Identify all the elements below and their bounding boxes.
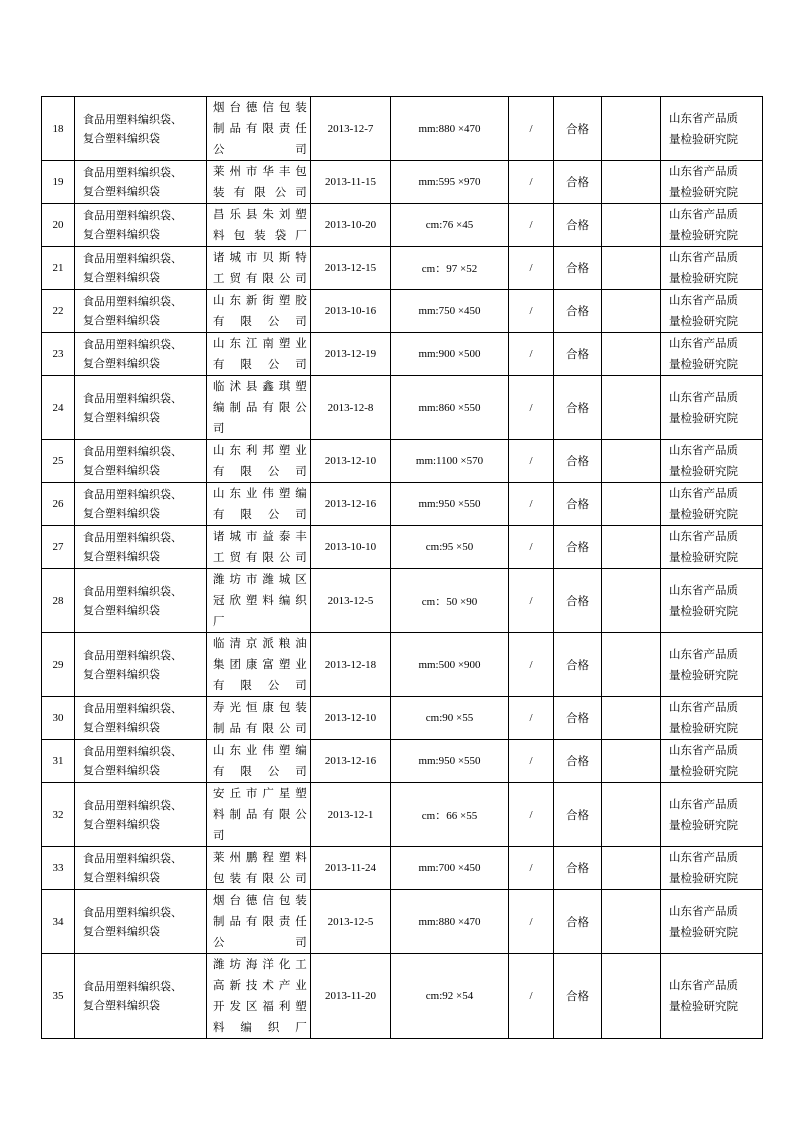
product-name-cell-line: 食品用塑料编织袋、 — [83, 295, 182, 308]
note-cell — [602, 483, 661, 526]
table-row — [42, 954, 763, 1039]
row-number-cell: 35 — [42, 954, 75, 1039]
product-name-cell-line: 食品用塑料编织袋、 — [83, 112, 182, 126]
inspection-org-cell-line: 山东省产品质 — [669, 164, 738, 178]
inspection-org-cell — [661, 954, 763, 1039]
row-number-cell: 20 — [42, 204, 75, 247]
product-name-cell — [75, 697, 207, 740]
product-name-cell-line: 复合塑料编织袋 — [83, 185, 160, 198]
product-name-cell-line: 复合塑料编织袋 — [83, 507, 160, 520]
spec-cell: mm:880 ×470 — [391, 97, 509, 161]
manufacturer-cell-line: 司 — [213, 828, 226, 842]
manufacturer-cell-line: 开发区福利塑 — [213, 999, 308, 1013]
inspection-org-cell-line: 量检验研究院 — [669, 764, 738, 778]
production-date-cell: 2013-11-15 — [311, 161, 391, 204]
inspection-org-cell-line: 量检验研究院 — [669, 410, 738, 425]
manufacturer-cell-line: 山东业伟塑编 — [213, 743, 308, 757]
manufacturer-cell — [207, 569, 311, 633]
note-cell — [602, 954, 661, 1039]
inspection-org-cell — [661, 440, 763, 483]
grade-cell: / — [509, 740, 554, 783]
spec-cell: cm:76 ×45 — [391, 204, 509, 247]
manufacturer-cell — [207, 290, 311, 333]
grade-cell: / — [509, 890, 554, 954]
manufacturer-cell-line: 有限公司 — [213, 357, 308, 371]
manufacturer-cell-line: 集团康富塑业 — [213, 657, 308, 671]
spec-cell: cm：66 ×55 — [391, 783, 509, 847]
inspection-org-cell-line: 量检验研究院 — [669, 817, 738, 832]
result-cell: 合格 — [554, 290, 602, 333]
product-name-cell-line: 复合塑料编织袋 — [83, 924, 160, 938]
product-name-cell — [75, 633, 207, 697]
inspection-org-cell — [661, 569, 763, 633]
inspection-org-cell-line: 量检验研究院 — [669, 550, 738, 564]
inspection-org-cell-line: 山东省产品质 — [669, 207, 738, 221]
note-cell — [602, 783, 661, 847]
manufacturer-cell-line: 临沭县鑫琪塑 — [213, 379, 308, 393]
manufacturer-cell-line: 潍坊市潍城区 — [213, 572, 308, 586]
manufacturer-cell-line: 工贸有限公司 — [213, 550, 308, 564]
grade-cell: / — [509, 697, 554, 740]
product-name-cell — [75, 890, 207, 954]
manufacturer-cell-line: 公司 — [213, 142, 308, 156]
product-name-cell-line: 复合塑料编织袋 — [83, 871, 160, 884]
note-cell — [602, 847, 661, 890]
inspection-org-cell-line: 量检验研究院 — [669, 667, 738, 682]
grade-cell: / — [509, 783, 554, 847]
table-row — [42, 290, 763, 333]
result-cell: 合格 — [554, 376, 602, 440]
inspection-org-cell — [661, 376, 763, 440]
product-name-cell-line: 复合塑料编织袋 — [83, 667, 160, 681]
product-name-cell — [75, 376, 207, 440]
note-cell — [602, 333, 661, 376]
product-name-cell-line: 复合塑料编织袋 — [83, 721, 160, 734]
manufacturer-cell — [207, 204, 311, 247]
manufacturer-cell-line: 包装有限公司 — [213, 871, 308, 885]
manufacturer-cell-line: 山东业伟塑编 — [213, 486, 308, 500]
product-name-cell — [75, 483, 207, 526]
inspection-org-cell-line: 山东省产品质 — [669, 903, 738, 918]
product-name-cell-line: 复合塑料编织袋 — [83, 603, 160, 617]
row-number-cell: 32 — [42, 783, 75, 847]
inspection-org-cell-line: 量检验研究院 — [669, 464, 738, 478]
grade-cell: / — [509, 483, 554, 526]
manufacturer-cell-line: 工贸有限公司 — [213, 271, 308, 285]
product-name-cell — [75, 161, 207, 204]
manufacturer-cell-line: 有限公司 — [213, 764, 308, 778]
inspection-org-cell-line: 量检验研究院 — [669, 357, 738, 371]
product-name-cell — [75, 847, 207, 890]
product-name-cell — [75, 290, 207, 333]
manufacturer-cell-line: 寿光恒康包装 — [213, 700, 308, 714]
spec-cell: mm:750 ×450 — [391, 290, 509, 333]
inspection-org-cell-line: 量检验研究院 — [669, 131, 738, 146]
inspection-org-cell-line: 山东省产品质 — [669, 389, 738, 404]
production-date-cell: 2013-12-7 — [311, 97, 391, 161]
production-date-cell: 2013-11-24 — [311, 847, 391, 890]
manufacturer-cell-line: 公司 — [213, 935, 308, 949]
inspection-org-cell-line: 山东省产品质 — [669, 336, 738, 350]
row-number-cell: 22 — [42, 290, 75, 333]
spec-cell: cm：50 ×90 — [391, 569, 509, 633]
table-row — [42, 783, 763, 847]
manufacturer-cell — [207, 783, 311, 847]
grade-cell: / — [509, 633, 554, 697]
row-number-cell: 26 — [42, 483, 75, 526]
manufacturer-cell-line: 有限公司 — [213, 507, 308, 521]
result-cell: 合格 — [554, 569, 602, 633]
result-cell: 合格 — [554, 440, 602, 483]
inspection-org-cell-line: 山东省产品质 — [669, 110, 738, 125]
product-name-cell-line: 复合塑料编织袋 — [83, 999, 160, 1012]
inspection-org-cell — [661, 633, 763, 697]
product-name-cell-line: 食品用塑料编织袋、 — [83, 252, 182, 265]
manufacturer-cell — [207, 333, 311, 376]
table-row — [42, 333, 763, 376]
inspection-org-cell — [661, 483, 763, 526]
product-name-cell-line: 复合塑料编织袋 — [83, 228, 160, 241]
product-name-cell-line: 食品用塑料编织袋、 — [83, 209, 182, 222]
table-body — [42, 97, 763, 1039]
result-cell: 合格 — [554, 161, 602, 204]
product-name-cell-line: 食品用塑料编织袋、 — [83, 648, 182, 662]
product-name-cell-line: 食品用塑料编织袋、 — [83, 584, 182, 598]
production-date-cell: 2013-10-16 — [311, 290, 391, 333]
grade-cell: / — [509, 954, 554, 1039]
inspection-org-cell-line: 山东省产品质 — [669, 582, 738, 597]
grade-cell: / — [509, 333, 554, 376]
row-number-cell: 30 — [42, 697, 75, 740]
grade-cell: / — [509, 376, 554, 440]
manufacturer-cell-line: 制品有限责任 — [213, 121, 308, 135]
table-row — [42, 161, 763, 204]
inspection-org-cell — [661, 290, 763, 333]
manufacturer-cell-line: 编制品有限公 — [213, 400, 308, 414]
row-number-cell: 34 — [42, 890, 75, 954]
product-name-cell — [75, 97, 207, 161]
production-date-cell: 2013-12-16 — [311, 740, 391, 783]
table-row — [42, 890, 763, 954]
manufacturer-cell-line: 烟台德信包装 — [213, 100, 308, 114]
manufacturer-cell-line: 装有限公司 — [213, 185, 308, 199]
manufacturer-cell-line: 制品有限责任 — [213, 914, 308, 928]
spec-cell: mm:700 ×450 — [391, 847, 509, 890]
inspection-org-cell-line: 山东省产品质 — [669, 443, 738, 457]
result-cell: 合格 — [554, 204, 602, 247]
grade-cell: / — [509, 290, 554, 333]
result-cell: 合格 — [554, 97, 602, 161]
spec-cell: mm:900 ×500 — [391, 333, 509, 376]
production-date-cell: 2013-10-20 — [311, 204, 391, 247]
inspection-org-cell — [661, 97, 763, 161]
row-number-cell: 33 — [42, 847, 75, 890]
manufacturer-cell — [207, 440, 311, 483]
result-cell: 合格 — [554, 697, 602, 740]
inspection-org-cell — [661, 847, 763, 890]
inspection-org-cell-line: 量检验研究院 — [669, 603, 738, 618]
spec-cell: cm：97 ×52 — [391, 247, 509, 290]
row-number-cell: 31 — [42, 740, 75, 783]
product-name-cell — [75, 526, 207, 569]
inspection-org-cell-line: 山东省产品质 — [669, 486, 738, 500]
grade-cell: / — [509, 247, 554, 290]
row-number-cell: 21 — [42, 247, 75, 290]
product-name-cell-line: 食品用塑料编织袋、 — [83, 905, 182, 919]
result-cell: 合格 — [554, 526, 602, 569]
manufacturer-cell-line: 安丘市广星塑 — [213, 786, 308, 800]
inspection-org-cell — [661, 890, 763, 954]
manufacturer-cell-line: 料包装袋厂 — [213, 228, 308, 242]
production-date-cell: 2013-12-10 — [311, 697, 391, 740]
product-name-cell-line: 复合塑料编织袋 — [83, 464, 160, 477]
spec-cell: mm:880 ×470 — [391, 890, 509, 954]
product-name-cell — [75, 440, 207, 483]
product-name-cell — [75, 569, 207, 633]
manufacturer-cell-line: 山东新街塑胶 — [213, 293, 308, 307]
manufacturer-cell — [207, 526, 311, 569]
production-date-cell: 2013-12-8 — [311, 376, 391, 440]
manufacturer-cell — [207, 161, 311, 204]
row-number-cell: 27 — [42, 526, 75, 569]
spec-cell: mm:950 ×550 — [391, 483, 509, 526]
product-name-cell-line: 食品用塑料编织袋、 — [83, 445, 182, 458]
table-row — [42, 526, 763, 569]
grade-cell: / — [509, 161, 554, 204]
product-name-cell-line: 食品用塑料编织袋、 — [83, 488, 182, 501]
table-row — [42, 483, 763, 526]
manufacturer-cell-line: 有限公司 — [213, 314, 308, 328]
note-cell — [602, 376, 661, 440]
inspection-org-cell-line: 山东省产品质 — [669, 646, 738, 661]
result-cell: 合格 — [554, 247, 602, 290]
product-name-cell-line: 食品用塑料编织袋、 — [83, 798, 182, 812]
inspection-org-cell-line: 量检验研究院 — [669, 185, 738, 199]
spec-cell: mm:860 ×550 — [391, 376, 509, 440]
product-name-cell-line: 复合塑料编织袋 — [83, 131, 160, 145]
result-cell: 合格 — [554, 633, 602, 697]
manufacturer-cell-line: 高新技术产业 — [213, 978, 308, 992]
product-name-cell — [75, 204, 207, 247]
result-cell: 合格 — [554, 740, 602, 783]
production-date-cell: 2013-11-20 — [311, 954, 391, 1039]
manufacturer-cell — [207, 697, 311, 740]
manufacturer-cell — [207, 954, 311, 1039]
manufacturer-cell — [207, 483, 311, 526]
inspection-org-cell-line: 量检验研究院 — [669, 871, 738, 885]
inspection-org-cell-line: 量检验研究院 — [669, 999, 738, 1013]
manufacturer-cell-line: 烟台德信包装 — [213, 893, 308, 907]
product-name-cell-line: 食品用塑料编织袋、 — [83, 980, 182, 993]
result-cell: 合格 — [554, 333, 602, 376]
production-date-cell: 2013-12-16 — [311, 483, 391, 526]
product-name-cell — [75, 247, 207, 290]
product-name-cell-line: 食品用塑料编织袋、 — [83, 852, 182, 865]
product-name-cell-line: 食品用塑料编织袋、 — [83, 745, 182, 758]
grade-cell: / — [509, 569, 554, 633]
production-date-cell: 2013-12-10 — [311, 440, 391, 483]
row-number-cell: 28 — [42, 569, 75, 633]
manufacturer-cell-line: 厂 — [213, 614, 226, 628]
manufacturer-cell-line: 有限公司 — [213, 464, 308, 478]
table-row — [42, 204, 763, 247]
table-row — [42, 847, 763, 890]
product-name-cell-line: 复合塑料编织袋 — [83, 314, 160, 327]
table-row — [42, 97, 763, 161]
manufacturer-cell-line: 制品有限公司 — [213, 721, 308, 735]
manufacturer-cell-line: 料编织厂 — [213, 1020, 308, 1034]
inspection-org-cell-line: 山东省产品质 — [669, 700, 738, 714]
inspection-org-cell-line: 山东省产品质 — [669, 250, 738, 264]
spec-cell: cm:92 ×54 — [391, 954, 509, 1039]
result-cell: 合格 — [554, 954, 602, 1039]
grade-cell: / — [509, 97, 554, 161]
product-name-cell-line: 复合塑料编织袋 — [83, 550, 160, 563]
production-date-cell: 2013-12-18 — [311, 633, 391, 697]
result-cell: 合格 — [554, 783, 602, 847]
row-number-cell: 18 — [42, 97, 75, 161]
product-name-cell-line: 复合塑料编织袋 — [83, 271, 160, 284]
manufacturer-cell-line: 诸城市益泰丰 — [213, 529, 308, 543]
result-cell: 合格 — [554, 483, 602, 526]
inspection-org-cell-line: 山东省产品质 — [669, 978, 738, 992]
production-date-cell: 2013-10-10 — [311, 526, 391, 569]
product-name-cell-line: 食品用塑料编织袋、 — [83, 338, 182, 351]
row-number-cell: 24 — [42, 376, 75, 440]
product-name-cell-line: 食品用塑料编织袋、 — [83, 702, 182, 715]
note-cell — [602, 247, 661, 290]
product-name-cell — [75, 954, 207, 1039]
note-cell — [602, 740, 661, 783]
product-name-cell — [75, 333, 207, 376]
inspection-org-cell — [661, 526, 763, 569]
note-cell — [602, 633, 661, 697]
manufacturer-cell-line: 冠欣塑料编织 — [213, 593, 308, 607]
manufacturer-cell — [207, 890, 311, 954]
inspection-org-cell-line: 量检验研究院 — [669, 507, 738, 521]
note-cell — [602, 440, 661, 483]
manufacturer-cell-line: 山东江南塑业 — [213, 336, 308, 350]
inspection-org-cell — [661, 333, 763, 376]
table-row — [42, 376, 763, 440]
grade-cell: / — [509, 526, 554, 569]
table-row — [42, 569, 763, 633]
row-number-cell: 29 — [42, 633, 75, 697]
inspection-org-cell-line: 量检验研究院 — [669, 271, 738, 285]
inspection-org-cell-line: 山东省产品质 — [669, 293, 738, 307]
table-row — [42, 440, 763, 483]
note-cell — [602, 290, 661, 333]
row-number-cell: 19 — [42, 161, 75, 204]
table-row — [42, 633, 763, 697]
spec-cell: mm:595 ×970 — [391, 161, 509, 204]
grade-cell: / — [509, 440, 554, 483]
spec-cell: mm:1100 ×570 — [391, 440, 509, 483]
note-cell — [602, 204, 661, 247]
manufacturer-cell — [207, 376, 311, 440]
inspection-org-cell — [661, 204, 763, 247]
production-date-cell: 2013-12-1 — [311, 783, 391, 847]
manufacturer-cell — [207, 247, 311, 290]
note-cell — [602, 697, 661, 740]
result-cell: 合格 — [554, 847, 602, 890]
product-name-cell — [75, 783, 207, 847]
manufacturer-cell-line: 莱州市华丰包 — [213, 164, 308, 178]
manufacturer-cell-line: 司 — [213, 421, 226, 435]
inspection-org-cell — [661, 783, 763, 847]
grade-cell: / — [509, 847, 554, 890]
manufacturer-cell — [207, 633, 311, 697]
product-name-cell-line: 食品用塑料编织袋、 — [83, 531, 182, 544]
inspection-org-cell-line: 山东省产品质 — [669, 743, 738, 757]
inspection-org-cell — [661, 697, 763, 740]
manufacturer-cell — [207, 847, 311, 890]
table-row — [42, 247, 763, 290]
manufacturer-cell-line: 料制品有限公 — [213, 807, 308, 821]
manufacturer-cell-line: 山东利邦塑业 — [213, 443, 308, 457]
manufacturer-cell — [207, 97, 311, 161]
spec-cell: cm:95 ×50 — [391, 526, 509, 569]
inspection-org-cell-line: 量检验研究院 — [669, 924, 738, 939]
row-number-cell: 23 — [42, 333, 75, 376]
note-cell — [602, 526, 661, 569]
manufacturer-cell — [207, 740, 311, 783]
note-cell — [602, 161, 661, 204]
production-date-cell: 2013-12-19 — [311, 333, 391, 376]
manufacturer-cell-line: 潍坊海洋化工 — [213, 957, 308, 971]
product-name-cell-line: 食品用塑料编织袋、 — [83, 166, 182, 179]
inspection-org-cell-line: 山东省产品质 — [669, 850, 738, 864]
inspection-org-cell-line: 量检验研究院 — [669, 228, 738, 242]
manufacturer-cell-line: 临清京派粮油 — [213, 636, 308, 650]
product-name-cell-line: 食品用塑料编织袋、 — [83, 391, 182, 405]
inspection-org-cell-line: 山东省产品质 — [669, 796, 738, 811]
product-name-cell-line: 复合塑料编织袋 — [83, 817, 160, 831]
grade-cell: / — [509, 204, 554, 247]
manufacturer-cell-line: 昌乐县朱刘塑 — [213, 207, 308, 221]
note-cell — [602, 97, 661, 161]
inspection-org-cell-line: 量检验研究院 — [669, 314, 738, 328]
product-name-cell-line: 复合塑料编织袋 — [83, 764, 160, 777]
spec-cell: mm:950 ×550 — [391, 740, 509, 783]
table-row — [42, 740, 763, 783]
manufacturer-cell-line: 诸城市贝斯特 — [213, 250, 308, 264]
inspection-org-cell-line: 山东省产品质 — [669, 529, 738, 543]
manufacturer-cell-line: 有限公司 — [213, 678, 308, 692]
production-date-cell: 2013-12-5 — [311, 890, 391, 954]
production-date-cell: 2013-12-15 — [311, 247, 391, 290]
inspection-results-table — [41, 96, 763, 1039]
manufacturer-cell-line: 莱州鹏程塑料 — [213, 850, 308, 864]
result-cell: 合格 — [554, 890, 602, 954]
inspection-org-cell-line: 量检验研究院 — [669, 721, 738, 735]
production-date-cell: 2013-12-5 — [311, 569, 391, 633]
inspection-org-cell — [661, 247, 763, 290]
spec-cell: cm:90 ×55 — [391, 697, 509, 740]
product-name-cell-line: 复合塑料编织袋 — [83, 410, 160, 424]
note-cell — [602, 890, 661, 954]
row-number-cell: 25 — [42, 440, 75, 483]
inspection-org-cell — [661, 161, 763, 204]
inspection-org-cell — [661, 740, 763, 783]
product-name-cell — [75, 740, 207, 783]
product-name-cell-line: 复合塑料编织袋 — [83, 357, 160, 370]
table-row — [42, 697, 763, 740]
spec-cell: mm:500 ×900 — [391, 633, 509, 697]
note-cell — [602, 569, 661, 633]
